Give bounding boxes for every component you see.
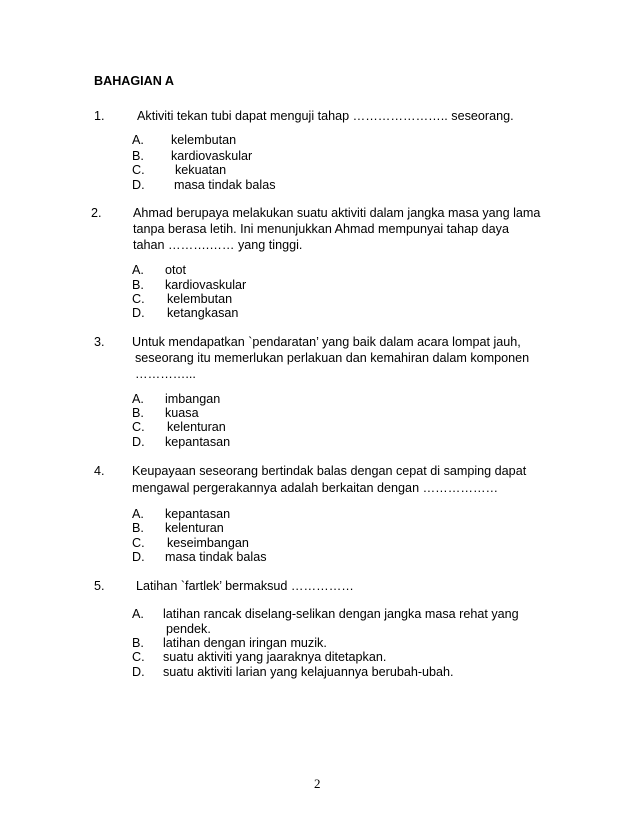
option-text-continued: pendek. <box>166 622 211 636</box>
option-text: latihan dengan iringan muzik. <box>163 636 327 650</box>
option-text: masa tindak balas <box>165 550 267 564</box>
option-letter: B. <box>132 521 144 535</box>
option-text: kepantasan <box>165 435 231 449</box>
option-text: imbangan <box>165 392 221 406</box>
option-text: kelembutan <box>167 292 233 306</box>
option-letter: B. <box>132 149 144 163</box>
option-letter: C. <box>132 650 145 664</box>
question-text-line: Untuk mendapatkan `pendaratan’ yang baik dalam acara lompat jauh, <box>132 335 521 349</box>
question-number: 1. <box>94 109 105 123</box>
page-number: 2 <box>314 776 321 791</box>
question-number: 5. <box>94 579 105 593</box>
option-letter: A. <box>132 392 144 406</box>
option-text: suatu aktiviti yang jaaraknya ditetapkan. <box>163 650 387 664</box>
question-text-line: Keupayaan seseorang bertindak balas dengan cepat di samping dapat <box>132 464 527 478</box>
option-letter: D. <box>132 550 145 564</box>
option-letter: A. <box>132 263 144 277</box>
question-text-line: seseorang itu memerlukan perlakuan dan kemahiran dalam komponen <box>135 351 530 365</box>
option-text: latihan rancak diselang-selikan dengan jangka masa rehat yang <box>163 607 519 621</box>
question-text-line: mengawal pergerakannya adalah berkaitan dengan ……………… <box>132 481 499 495</box>
option-text: kardiovaskular <box>165 278 247 292</box>
question-text-line: Aktiviti tekan tubi dapat menguji tahap ………………….. seseorang. <box>137 109 514 123</box>
option-letter: B. <box>132 636 144 650</box>
option-text: suatu aktiviti larian yang kelajuannya berubah-ubah. <box>163 665 454 679</box>
option-letter: D. <box>132 665 145 679</box>
option-letter: C. <box>132 163 145 177</box>
section-title: BAHAGIAN A <box>94 74 174 88</box>
question-text-line: tanpa berasa letih. Ini menunjukkan Ahmad mempunyai tahap daya <box>133 222 509 236</box>
option-text: kepantasan <box>165 507 231 521</box>
option-text: kardiovaskular <box>171 149 253 163</box>
option-letter: B. <box>132 278 144 292</box>
option-letter: D. <box>132 435 145 449</box>
option-text: ketangkasan <box>167 306 239 320</box>
option-letter: C. <box>132 420 145 434</box>
option-letter: A. <box>132 507 144 521</box>
option-text: keseimbangan <box>167 536 249 550</box>
option-text: kelenturan <box>167 420 226 434</box>
option-letter: D. <box>132 306 145 320</box>
option-text: otot <box>165 263 187 277</box>
option-text: kelenturan <box>165 521 224 535</box>
option-text: kekuatan <box>175 163 227 177</box>
question-text-line: …………... <box>135 367 196 381</box>
option-letter: C. <box>132 292 145 306</box>
question-text-line: Latihan `fartlek’ bermaksud …………… <box>136 579 354 593</box>
question-text-line: tahan ……….…… yang tinggi. <box>133 238 303 252</box>
option-text: masa tindak balas <box>174 178 276 192</box>
question-number: 2. <box>91 206 102 220</box>
question-number: 4. <box>94 464 105 478</box>
option-letter: B. <box>132 406 144 420</box>
question-number: 3. <box>94 335 105 349</box>
question-text-line: Ahmad berupaya melakukan suatu aktiviti dalam jangka masa yang lama <box>133 206 541 220</box>
option-letter: C. <box>132 536 145 550</box>
option-letter: A. <box>132 607 144 621</box>
option-letter: A. <box>132 133 144 147</box>
option-letter: D. <box>132 178 145 192</box>
option-text: kuasa <box>165 406 199 420</box>
option-text: kelembutan <box>171 133 237 147</box>
